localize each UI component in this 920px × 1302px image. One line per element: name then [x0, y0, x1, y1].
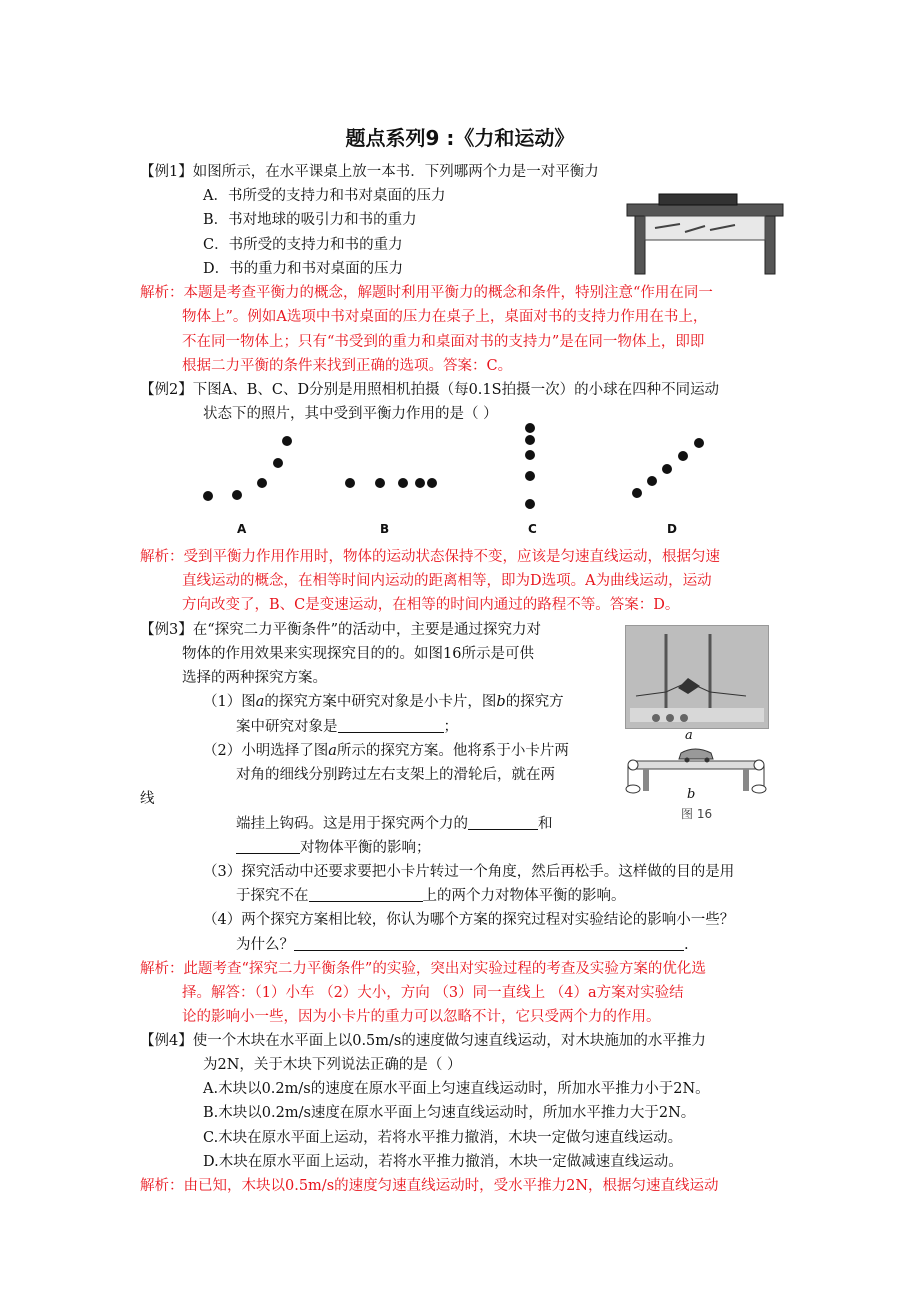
ex3-q3-line1: （3）探究活动中还要求要把小卡片转过一个角度，然后再松手。这样做的目的是用 [203, 864, 735, 880]
ex3-q2-line3: 线 [140, 791, 155, 807]
figure-16a-photo [625, 625, 769, 729]
ball-d-4 [678, 451, 688, 461]
figure-16a-label: a [685, 728, 693, 743]
figure-16 [625, 625, 767, 825]
ex3-q3-line2: 于探究不在 上的两个力对物体平衡的影响。 [236, 884, 626, 908]
answer-blank-3[interactable] [236, 837, 300, 854]
ball-b-4 [415, 478, 425, 488]
ball-a-5 [282, 436, 292, 446]
figure-16-caption: 图 16 [681, 807, 713, 821]
ex3-q2-line1: （2）小明选择了图a所示的探究方案。他将系于小卡片两 [203, 743, 569, 759]
ball-d-2 [647, 476, 657, 486]
ex4-option-c: C.木块在原水平面上运动，若将水平推力撤消，木块一定做匀速直线运动。 [203, 1130, 683, 1146]
ex1-analysis-line4: 根据二力平衡的条件来找到正确的选项。答案：C。 [182, 358, 513, 374]
ex2-analysis-line2: 直线运动的概念，在相等时间内运动的距离相等，即为D选项。A为曲线运动，运动 [182, 573, 712, 589]
ex2-stem-line1: 【例2】下图A、B、C、D分别是用照相机拍摄（每0.1S拍摄一次）的小球在四种不同运动 [140, 382, 720, 398]
ex4-option-d: D.木块在原水平面上运动，若将水平推力撤消，木块一定做减速直线运动。 [203, 1154, 683, 1170]
ex3-analysis-line2: 择。解答：（1）小车 （2）大小，方向 （3）同一直线上 （4）a方案对实验结 [182, 985, 684, 1001]
ex1-option-b: B．书对地球的吸引力和书的重力 [203, 212, 417, 228]
ex1-option-c: C．书所受的支持力和书的重力 [203, 237, 403, 253]
ball-c-5 [525, 499, 535, 509]
answer-blank-5[interactable] [294, 934, 684, 951]
ex3-q4-line1: （4）两个探究方案相比较，你认为哪个方案的探究过程对实验结论的影响小一些？ [203, 912, 735, 928]
ex3-q1-line1: （1）图a的探究方案中研究对象是小卡片，图b的探究方 [203, 694, 564, 710]
ex2-stem-line2: 状态下的照片，其中受到平衡力作用的是（ ） [203, 406, 498, 422]
photo-label-c: C [528, 522, 537, 536]
photo-label-a: A [237, 522, 247, 536]
ex1-analysis-line2: 物体上”。例如A选项中书对桌面的压力在桌子上，桌面对书的支持力作用在书上， [182, 309, 708, 325]
ball-d-5 [694, 438, 704, 448]
ball-b-1 [345, 478, 355, 488]
answer-blank-2[interactable] [468, 813, 538, 830]
ex4-stem-line1: 【例4】使一个木块在水平面上以0.5m/s的速度做匀速直线运动，对木块施加的水平推力 [140, 1033, 706, 1049]
photo-label-b: B [380, 522, 390, 536]
ex3-analysis-line3: 论的影响小一些，因为小卡片的重力可以忽略不计，它只受两个力的作用。 [182, 1009, 661, 1025]
ball-b-5 [427, 478, 437, 488]
ex3-q2-line5: 对物体平衡的影响； [236, 836, 431, 860]
photo-label-d: D [667, 522, 677, 536]
page-title: 题点系列9 :《力和运动》 [345, 126, 575, 150]
ex1-analysis-line3: 不在同一物体上；只有“书受到的重力和桌面对书的支持力”是在同一物体上，即即 [182, 334, 705, 350]
ball-a-1 [203, 491, 213, 501]
ball-photos-figure [190, 420, 730, 540]
ball-d-3 [662, 464, 672, 474]
ball-d-1 [632, 488, 642, 498]
ex3-analysis-line1: 解析：此题考查“探究二力平衡条件”的实验，突出对实验过程的考查及实验方案的优化选 [140, 961, 706, 977]
ball-c-4 [525, 471, 535, 481]
ball-b-3 [398, 478, 408, 488]
book-on-desk-figure [625, 192, 785, 276]
ex1-stem: 【例1】如图所示，在水平课桌上放一本书．下列哪两个力是一对平衡力 [140, 164, 599, 180]
ex2-analysis-line1: 解析：受到平衡力作用作用时，物体的运动状态保持不变，应该是匀速直线运动，根据匀速 [140, 549, 720, 565]
ex3-stem-line1: 【例3】在“探究二力平衡条件”的活动中，主要是通过探究力对 [140, 622, 542, 638]
ex3-q4-line2: 为什么？ . [236, 933, 689, 957]
ball-b-2 [375, 478, 385, 488]
ex4-option-b: B.木块以0.2m/s速度在原水平面上匀速直线运动时，所加水平推力大于2N。 [203, 1105, 696, 1121]
ex3-q1-line2: 案中研究对象是 ； [236, 715, 458, 739]
ex3-q2-line4: 端挂上钩码。这是用于探究两个力的 和 [236, 812, 553, 836]
ex4-option-a: A.木块以0.2m/s的速度在原水平面上匀速直线运动时，所加水平推力小于2N。 [203, 1081, 710, 1097]
ex3-q2-line2: 对角的细线分别跨过左右支架上的滑轮后，就在两 [236, 767, 555, 783]
ex4-analysis-line1: 解析：由已知，木块以0.5m/s的速度匀速直线运动时，受水平推力2N，根据匀速直线运动 [140, 1178, 719, 1194]
answer-blank-4[interactable] [309, 885, 423, 902]
ball-a-3 [257, 478, 267, 488]
ball-a-2 [232, 490, 242, 500]
ex3-stem-line2: 物体的作用效果来实现探究目的的。如图16所示是可供 [182, 646, 534, 662]
ball-c-3 [525, 450, 535, 460]
figure-16b-label: b [687, 787, 696, 802]
ex2-analysis-line3: 方向改变了，B、C是变速运动，在相等的时间内通过的路程不等。答案：D。 [182, 597, 680, 613]
figure-16b-cart-setup [625, 743, 767, 795]
ex1-analysis-line1: 解析：本题是考查平衡力的概念，解题时利用平衡力的概念和条件，特别注意“作用在同一 [140, 285, 713, 301]
ex3-stem-line3: 选择的两种探究方案。 [182, 670, 327, 686]
ball-c-2 [525, 435, 535, 445]
ball-a-4 [273, 458, 283, 468]
ex1-option-d: D．书的重力和书对桌面的压力 [203, 261, 404, 277]
ex1-option-a: A．书所受的支持力和书对桌面的压力 [203, 188, 446, 204]
ex4-stem-line2: 为2N，关于木块下列说法正确的是（ ） [203, 1057, 462, 1073]
answer-blank-1[interactable] [338, 716, 444, 733]
ball-c-1 [525, 423, 535, 433]
